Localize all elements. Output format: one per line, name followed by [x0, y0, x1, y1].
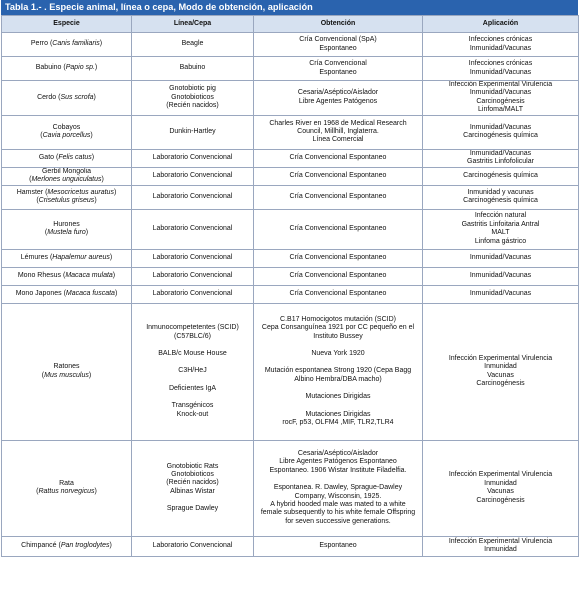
cell-line: Infección natural	[474, 212, 527, 220]
cell-line: Inmunidad	[484, 546, 517, 554]
cell-line: Inmunidad/Vacunas	[469, 123, 532, 131]
species-scientific-name: Rattus norvegicus	[38, 488, 95, 496]
application-cell	[423, 303, 579, 440]
origin-cell	[254, 249, 423, 267]
species-name: Gerbil Mongolia	[41, 167, 92, 175]
species-cell: Lémures (Hapalemur aureus)	[2, 249, 132, 267]
species-scientific-name: Sus scrofa	[60, 93, 94, 101]
species-scientific-name: Papio sp.	[65, 64, 95, 72]
cell-line: Cría Convencional Espontaneo	[289, 192, 387, 200]
cell-line: Vacunas	[487, 488, 514, 496]
species-name: Hurones	[53, 220, 80, 228]
origin-cell	[254, 57, 423, 81]
table-row	[2, 149, 579, 167]
cell-line: Línea Comercial	[312, 136, 364, 144]
table-row	[2, 81, 579, 116]
cell-line: Laboratorio Convencional	[152, 192, 233, 200]
species-cell: Ratones (Mus musculus)	[2, 303, 132, 440]
species-scientific-name-2: Crisetulus griseus	[38, 197, 95, 205]
origin-cell	[254, 167, 423, 185]
cell-line: (Recién nacidos)	[166, 102, 219, 110]
cell-line: Instituto Bussey	[313, 332, 363, 340]
cell-line: Cría Convencional Espontaneo	[289, 153, 387, 161]
cell-line: Dunkin-Hartley	[169, 127, 216, 135]
application-cell	[423, 33, 579, 57]
strain-cell	[132, 149, 254, 167]
species-cell: Mono Rhesus (Macaca mulata)	[2, 267, 132, 285]
species-cell: Hamster (Mesocricetus auratus) (Crisetulus griseus)	[2, 185, 132, 209]
cell-line: Laboratorio Convencional	[152, 271, 233, 279]
cell-line: Carcinogénesis química	[463, 197, 538, 205]
species-scientific-name: Macaca fuscata	[65, 289, 115, 297]
origin-cell	[254, 33, 423, 57]
table-row	[2, 303, 579, 440]
species-scientific-name: Mus musculus	[44, 371, 89, 379]
cell-line: Cría Convencional Espontaneo	[289, 253, 387, 261]
cell-line: Inmunidad/Vacunas	[469, 289, 532, 297]
strain-cell	[132, 536, 254, 556]
strain-cell	[132, 249, 254, 267]
cell-line: Cría Convencional Espontaneo	[289, 271, 387, 279]
table-container	[1, 0, 578, 557]
cell-line: Babuino	[179, 64, 206, 72]
cell-line: Cepa Consanguínea 1921 por CC pequeño en el	[261, 324, 415, 332]
cell-line: Inmunidad/Vacunas	[469, 253, 532, 261]
application-cell	[423, 149, 579, 167]
cell-line: Mutaciones Dirigidas	[305, 410, 371, 418]
species-cell: Cobayos (Cavia porcellus)	[2, 115, 132, 149]
species-name: Babuino	[35, 64, 62, 72]
species-cell: Hurones (Mustela furo)	[2, 209, 132, 249]
cell-line: Gnotobiotic pig	[169, 85, 216, 93]
cell-line: Cría Convencional	[309, 60, 367, 68]
species-cell: Perro (Canis familiaris)	[2, 33, 132, 57]
cell-line: Libre Agentes Patógenos	[298, 97, 378, 105]
cell-line: Cesaria/Aséptico/Aislador	[297, 89, 379, 97]
strain-cell	[132, 33, 254, 57]
species-table	[1, 15, 579, 557]
cell-line: Espontaneo. 1906 Wistar Institute Filadelfia.	[269, 466, 407, 474]
cell-line: Gastritis Linfofolicular	[467, 158, 534, 166]
cell-line: Inmunidad/Vacunas	[469, 68, 532, 76]
cell-line: Infecciones crónicas	[468, 60, 533, 68]
species-name: Ratones	[53, 363, 80, 371]
species-scientific-name: Merlones unguiculatus	[31, 176, 102, 184]
species-name: Cobayos	[52, 123, 81, 131]
origin-cell	[254, 149, 423, 167]
header-obtencion: Obtención	[254, 16, 423, 33]
cell-line: Gnotobioticos	[171, 93, 214, 101]
application-cell	[423, 185, 579, 209]
cell-line: Deficientes IgA	[168, 384, 217, 392]
strain-cell	[132, 285, 254, 303]
cell-line: Linfoma/MALT	[478, 106, 523, 114]
application-cell	[423, 285, 579, 303]
species-name: Gato	[38, 153, 55, 161]
strain-cell	[132, 440, 254, 536]
species-scientific-name: Cavia porcellus	[42, 132, 91, 140]
strain-cell	[132, 167, 254, 185]
species-name: Hamster	[16, 188, 44, 196]
origin-cell	[254, 440, 423, 536]
cell-line: Albinas Wistar	[170, 487, 215, 495]
application-cell	[423, 249, 579, 267]
cell-line: Transgénicos	[171, 402, 214, 410]
cell-line: Cesaria/Aséptico/Aislador	[297, 450, 379, 457]
cell-line: Inmunocompetetentes (SCID)	[146, 324, 239, 332]
cell-line: Carcinogénesis	[476, 97, 525, 105]
application-cell	[423, 267, 579, 285]
species-cell: Rata (Rattus norvegicus)	[2, 440, 132, 536]
species-scientific-name: Hapalemur aureus	[52, 253, 110, 261]
strain-cell	[132, 115, 254, 149]
origin-cell	[254, 267, 423, 285]
cell-line: (C57BLC/6)	[174, 332, 211, 340]
cell-line: Albino Hembra/DBA macho)	[294, 375, 382, 383]
species-cell: Gerbil Mongolia (Merlones unguiculatus)	[2, 167, 132, 185]
table-title: Tabla 1.- . Especie animal, línea o cepa, Modo de obtención, aplicación	[1, 0, 578, 15]
species-name: Mono Rhesus	[17, 271, 62, 279]
cell-line: Infección Experimental Virulencia	[448, 537, 553, 545]
cell-line: Libre Agentes Patógenos Espontaneo	[279, 458, 397, 466]
application-cell	[423, 209, 579, 249]
table-row	[2, 267, 579, 285]
cell-line: Cría Convencional Espontaneo	[289, 224, 387, 232]
cell-line: Sprague Dawley	[166, 505, 219, 513]
strain-cell	[132, 185, 254, 209]
cell-line: BALB/c Mouse House	[158, 350, 227, 358]
cell-line: Laboratorio Convencional	[152, 153, 233, 161]
cell-line: Cría Convencional (SpA)	[299, 36, 377, 44]
species-cell: Mono Japones (Macaca fuscata)	[2, 285, 132, 303]
table-body	[2, 33, 579, 557]
cell-line: C3H/HeJ	[178, 367, 207, 375]
cell-line: Inmunidad	[484, 363, 517, 371]
cell-line: C.B17 Homocigotos mutación (SCID)	[280, 315, 396, 323]
cell-line: Infección Experimental Virulencia	[448, 471, 553, 479]
application-cell	[423, 167, 579, 185]
cell-line: Inmunidad	[484, 479, 517, 487]
species-scientific-name: Canis familiaris	[52, 40, 100, 48]
application-cell	[423, 81, 579, 116]
cell-line: Mutaciones Dirigidas	[305, 393, 371, 401]
cell-line: Gnotobiotic Rats	[166, 462, 219, 470]
table-row	[2, 536, 579, 556]
strain-cell	[132, 303, 254, 440]
strain-cell	[132, 57, 254, 81]
cell-line: Council, Millhill, Inglaterra.	[297, 127, 379, 135]
cell-line: Laboratorio Convencional	[152, 253, 233, 261]
cell-line: Mutación espontanea Strong 1920 (Cepa Bagg	[264, 367, 412, 375]
origin-cell	[254, 536, 423, 556]
table-row	[2, 167, 579, 185]
cell-line: Infección Experimental Virulencia	[448, 354, 553, 362]
cell-line: Gastritis Linfoitaria Antral	[461, 220, 540, 228]
cell-line: (Recién nacidos)	[166, 479, 219, 487]
cell-line: Espontanea. R. Dawley, Sprague-Dawley	[273, 484, 403, 492]
cell-line: Laboratorio Convencional	[152, 171, 233, 179]
cell-line: Inmunidad/Vacunas	[469, 271, 532, 279]
application-cell	[423, 536, 579, 556]
cell-line: Laboratorio Convencional	[152, 289, 233, 297]
cell-line: Nueva York 1920	[311, 350, 365, 358]
species-cell: Babuino (Papio sp.)	[2, 57, 132, 81]
species-scientific-name: Felis catus	[58, 153, 92, 161]
table-row	[2, 57, 579, 81]
table-row	[2, 33, 579, 57]
cell-line: Gnotobioticos	[171, 471, 214, 479]
strain-cell	[132, 267, 254, 285]
species-scientific-name: Pan troglodytes	[60, 541, 110, 549]
cell-line: Inmunidad/Vacunas	[469, 89, 532, 97]
species-cell: Cerdo (Sus scrofa)	[2, 81, 132, 116]
application-cell	[423, 57, 579, 81]
table-row	[2, 249, 579, 267]
cell-line: Inmunidad/Vacunas	[469, 44, 532, 52]
cell-line: Espontaneo	[319, 44, 357, 52]
table-row	[2, 185, 579, 209]
cell-line: Carcinogénesis	[476, 380, 525, 388]
origin-cell	[254, 285, 423, 303]
species-scientific-name: Mustela furo	[47, 229, 86, 237]
strain-cell	[132, 209, 254, 249]
cell-line: A hybrid hooded male was mated to a white	[270, 501, 406, 509]
header-row	[2, 16, 579, 33]
cell-line: rocF, p53, OLFM4 ,MIF, TLR2,TLR4	[282, 419, 394, 427]
cell-line: Linfoma gástrico	[474, 237, 527, 245]
header-aplicacion: Aplicación	[423, 16, 579, 33]
cell-line: Beagle	[181, 40, 204, 48]
origin-cell	[254, 303, 423, 440]
cell-line: Espontaneo	[319, 68, 357, 76]
cell-line: Cría Convencional Espontaneo	[289, 171, 387, 179]
species-name: Chimpancé	[21, 541, 57, 549]
cell-line: Inmunidad/Vacunas	[469, 149, 532, 157]
cell-line: Company, Wisconsin, 1925.	[294, 492, 382, 500]
table-row	[2, 285, 579, 303]
species-scientific-name: Macaca mulata	[65, 271, 113, 279]
table-row	[2, 209, 579, 249]
cell-line: Carcinogénesis química	[463, 132, 538, 140]
cell-line: Inmunidad y vacunas	[467, 188, 534, 196]
species-name: Mono Japones	[15, 289, 62, 297]
species-name: Perro	[30, 40, 49, 48]
origin-cell	[254, 185, 423, 209]
cell-line: Laboratorio Convencional	[152, 541, 233, 549]
species-name: Cerdo	[37, 93, 57, 101]
cell-line: female subsequently to his white female Offspring	[260, 509, 416, 517]
species-name: Lémures	[20, 253, 48, 261]
cell-line: Infección Experimental Virulencia	[448, 81, 553, 88]
strain-cell	[132, 81, 254, 116]
cell-line: Laboratorio Convencional	[152, 224, 233, 232]
species-scientific-name: Mesocricetus auratus	[47, 188, 114, 196]
cell-line: Cría Convencional Espontaneo	[289, 289, 387, 297]
cell-line: Carcinogénesis	[476, 496, 525, 504]
application-cell	[423, 440, 579, 536]
cell-line: Espontaneo	[319, 541, 357, 549]
header-especie: Especie	[2, 16, 132, 33]
cell-line: Vacunas	[487, 371, 514, 379]
cell-line: Infecciones crónicas	[468, 36, 533, 44]
species-cell: Gato (Felis catus)	[2, 149, 132, 167]
origin-cell	[254, 209, 423, 249]
cell-line: MALT	[491, 229, 510, 237]
application-cell	[423, 115, 579, 149]
table-row	[2, 115, 579, 149]
species-name: Rata	[59, 479, 74, 487]
cell-line: Knock-out	[176, 410, 209, 418]
species-cell: Chimpancé (Pan troglodytes)	[2, 536, 132, 556]
origin-cell	[254, 115, 423, 149]
cell-line: Charles River en 1968 de Medical Research	[269, 119, 407, 127]
header-linea: Línea/Cepa	[132, 16, 254, 33]
origin-cell	[254, 81, 423, 116]
table-row	[2, 440, 579, 536]
cell-line: Carcinogénesis química	[463, 171, 538, 179]
cell-line: for seven successive generations.	[285, 517, 391, 525]
